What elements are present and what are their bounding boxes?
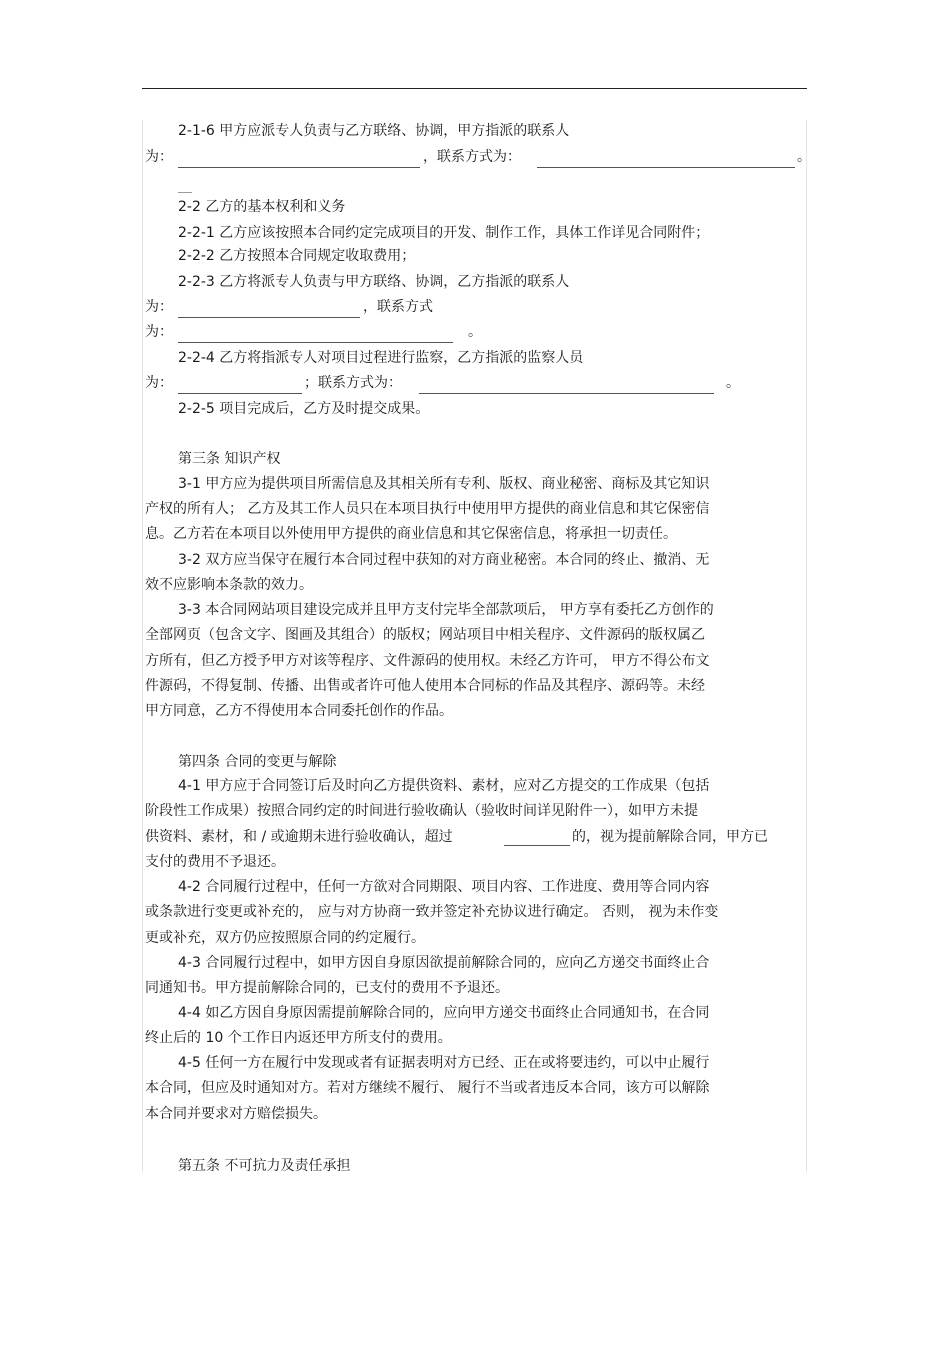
page-frame-left	[142, 120, 143, 1172]
article-4-line: 的，视为提前解除合同，甲方已	[572, 829, 768, 845]
clause-2-2-2: 2-2-2 乙方按照本合同规定收取费用；	[178, 248, 416, 264]
clause-2-2-3-line1: 2-2-3 乙方将派专人负责与甲方联络、协调，乙方指派的联系人	[178, 274, 570, 290]
article-4-line: 4-5 任何一方在履行中发现或者有证据表明对方已经、正在或将要违约，可以中止履行	[178, 1055, 710, 1071]
article-3-line: 效不应影响本条款的效力。	[145, 577, 313, 593]
article-3-line: 产权的所有人； 乙方及其工作人员只在本项目执行中使用甲方提供的商业信息和其它保密信	[145, 501, 710, 517]
page-frame-right	[806, 120, 807, 1172]
clause-2-2-5: 2-2-5 项目完成后，乙方及时提交成果。	[178, 401, 430, 417]
clause-2-1-6-label: 为：	[145, 149, 173, 165]
article-4-line: 本合同并要求对方赔偿损失。	[145, 1106, 327, 1122]
clause-2-2-4-contact-label: ；联系方式为：	[304, 375, 402, 391]
contact-method-blank[interactable]	[537, 167, 795, 168]
clause-2-2-3-label: 为：	[145, 299, 173, 315]
article-4-line: 4-3 合同履行过程中，如甲方因自身原因欲提前解除合同的，应向乙方递交书面终止合	[178, 955, 710, 971]
article-4-line: 或条款进行变更或补充的， 应与对方协商一致并签定补充协议进行确定。 否则， 视为未作变	[145, 904, 719, 920]
article-4-line: 4-4 如乙方因自身原因需提前解除合同的，应向甲方递交书面终止合同通知书，在合同	[178, 1005, 710, 1021]
clause-2-2-3-label2: 为：	[145, 324, 173, 340]
article-4-line: 4-1 甲方应于合同签订后及时向乙方提供资料、素材，应对乙方提交的工作成果（包括	[178, 778, 710, 794]
clause-2-1-6-line1: 2-1-6 甲方应派专人负责与乙方联络、协调，甲方指派的联系人	[178, 123, 570, 139]
article-4-line: 同通知书。甲方提前解除合同的，已支付的费用不予退还。	[145, 980, 509, 996]
clause-2-1-6-end: 。	[797, 149, 811, 165]
article-4-line: 支付的费用不予退还。	[145, 854, 285, 870]
supervisor-contact-blank[interactable]	[419, 393, 714, 394]
article-3-line: 3-1 甲方应为提供项目所需信息及其相关所有专利、版权、商业秘密、商标及其它知识	[178, 476, 710, 492]
article-5-heading: 第五条 不可抗力及责任承担	[178, 1158, 351, 1174]
section-2-2-heading: 2-2 乙方的基本权利和义务	[178, 199, 346, 215]
article-4-line: 本合同，但应及时通知对方。若对方继续不履行、 履行不当或者违反本合同，该方可以解除	[145, 1080, 710, 1096]
article-4-heading: 第四条 合同的变更与解除	[178, 754, 337, 770]
article-3-heading: 第三条 知识产权	[178, 451, 281, 467]
article-3-line: 全部网页（包含文字、图画及其组合）的版权；网站项目中相关程序、文件源码的版权属乙	[145, 627, 705, 643]
clause-2-2-3-contact-label: ，联系方式	[363, 299, 433, 315]
article-4-line: 供资料、素材，和 / 或逾期未进行验收确认，超过	[145, 829, 453, 845]
article-4-line: 4-2 合同履行过程中，任何一方欲对合同期限、项目内容、工作进度、费用等合同内容	[178, 879, 710, 895]
clause-2-2-1: 2-2-1 乙方应该按照本合同约定完成项目的开发、制作工作，具体工作详见合同附件；	[178, 225, 710, 241]
clause-2-2-4-end: 。	[726, 375, 740, 391]
article-3-line: 息。乙方若在本项目以外使用甲方提供的商业信息和其它保密信息，将承担一切责任。	[145, 526, 677, 542]
article-3-line: 3-2 双方应当保守在履行本合同过程中获知的对方商业秘密。本合同的终止、撤消、无	[178, 552, 710, 568]
contact-person-blank[interactable]	[178, 167, 420, 168]
clause-2-2-4-label: 为：	[145, 375, 173, 391]
clause-2-1-6-contact-label: ，联系方式为：	[423, 149, 521, 165]
supervisor-blank[interactable]	[178, 393, 302, 394]
party-b-contact-method-blank[interactable]	[178, 342, 453, 343]
article-4-line: 阶段性工作成果）按照合同约定的时间进行验收确认（验收时间详见附件一），如甲方未提	[145, 803, 698, 819]
article-4-line: 终止后的 10 个工作日内返还甲方所支付的费用。	[145, 1030, 452, 1046]
header-rule	[142, 88, 807, 89]
article-3-line: 件源码，不得复制、传播、出售或者许可他人使用本合同标的作品及其程序、源码等。未经	[145, 678, 705, 694]
short-dash	[178, 192, 192, 193]
article-3-line: 甲方同意，乙方不得使用本合同委托创作的作品。	[145, 703, 453, 719]
clause-2-2-3-end: 。	[468, 324, 482, 340]
clause-2-2-4-line1: 2-2-4 乙方将指派专人对项目过程进行监察，乙方指派的监察人员	[178, 350, 584, 366]
party-b-contact-blank[interactable]	[178, 317, 360, 318]
article-4-line: 更或补充，双方仍应按照原合同的约定履行。	[145, 930, 425, 946]
article-3-line: 3-3 本合同网站项目建设完成并且甲方支付完毕全部款项后， 甲方享有委托乙方创作的	[178, 602, 714, 618]
article-3-line: 方所有，但乙方授予甲方对该等程序、文件源码的使用权。未经乙方许可， 甲方不得公布文	[145, 653, 710, 669]
days-overdue-blank[interactable]	[504, 845, 570, 846]
